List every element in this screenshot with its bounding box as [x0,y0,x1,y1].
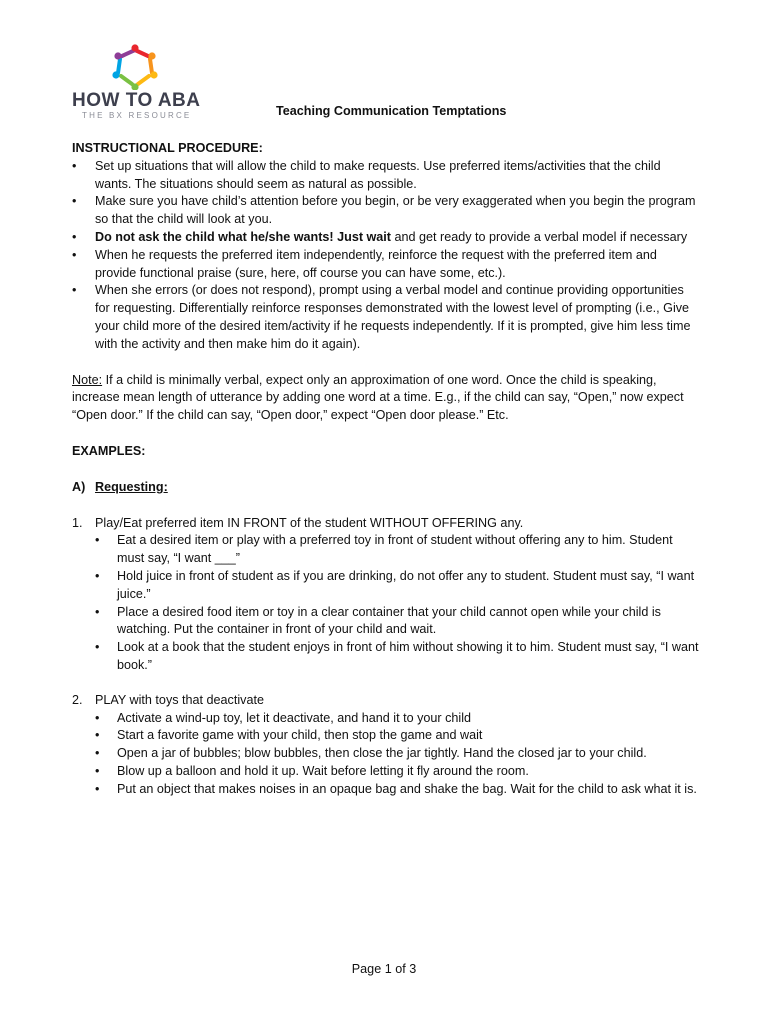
document-body [72,140,700,799]
list-item: • Place a desired food item or toy in a clear container that your child cannot open while your child is watching. Put the container in front of your child and wait. [117,604,700,640]
examples-heading: EXAMPLES: [72,443,146,458]
list-item [72,229,700,247]
page-number: Page 1 of 3 [351,962,417,976]
example-group-title [72,692,700,710]
procedure-heading: INSTRUCTIONAL PROCEDURE: [72,141,263,155]
list-item: • Open a jar of bubbles; blow bubbles, then close the jar tightly. Hand the closed jar to your child. [117,745,700,763]
procedure-list [72,158,700,354]
list-item: • When she errors (or does not respond), prompt using a verbal model and continue providing opportunities for requesting. Differentially reinforce responses demonstrated with the lowest level of prompting (i.e., Give your child more of the desired item/activity if he requests independently. If it is prompted, give him less time with the activity and then make him do it again). [72,282,700,353]
list-item: • Start a favorite game with your child, then stop the game and wait [117,727,700,745]
list-item: • Make sure you have child’s attention before you begin, or be very exaggerated when you begin the program so that the child will look at you. [72,193,700,229]
section-heading [72,479,700,497]
list-item: • Set up situations that will allow the child to make requests. Use preferred items/activities that the child wants. The situations should seem as natural as possible. [72,158,700,194]
group-number: 1. [72,515,83,530]
example-group-title [72,515,700,533]
note-label: Note: [72,372,103,387]
note-text: If a child is minimally verbal, expect only an approximation of one word. Once the child is speaking, increase mean length of utterance by adding one word at a time. E.g., if the child can say, “Open,” now expect “Open door.” If the child can say, “Open door,” expect “Open door please.” Etc. [72,372,684,423]
group-number: 2. [72,692,83,707]
list-item: • Blow up a balloon and hold it up. Wait before letting it fly around the room. [117,763,700,781]
bold-instruction: Do not ask the child what he/she wants! Just wait [95,229,392,244]
logo-title: HOW TO ABA [72,90,201,111]
list-item: • Put an object that makes noises in an opaque bag and shake the bag. Wait for the child to ask what it is. [117,781,700,799]
list-item: • Look at a book that the student enjoys in front of him without showing it to him. Student must say, “I want book.” [117,639,700,675]
list-item: • Eat a desired item or play with a preferred toy in front of student without offering any to him. Student must say, “I want ___” [117,532,700,568]
people-circle-logo-icon [110,44,160,90]
how-to-aba-logo [72,44,202,124]
list-item: • Hold juice in front of student as if you are drinking, do not offer any to student. Student must say, “I want juice.” [117,568,700,604]
group-title: Play/Eat preferred item IN FRONT of the student WITHOUT OFFERING any. [95,515,524,530]
example-group-list [72,532,700,674]
section-title: Requesting: [95,479,168,494]
document-title: Teaching Communication Temptations [276,104,507,118]
group-title: PLAY with toys that deactivate [95,692,264,707]
logo-subtitle: THE BX RESOURCE [82,111,192,120]
list-item: • When he requests the preferred item independently, reinforce the request with the preferred item and provide functional praise (sure, here, off course you can have some, etc.). [72,247,700,283]
note-paragraph [72,372,700,425]
list-item: • Activate a wind-up toy, let it deactivate, and hand it to your child [117,710,700,728]
instruction-text: and get ready to provide a verbal model if necessary [391,229,688,244]
example-group-list [72,710,700,799]
section-letter: A) [72,479,86,494]
